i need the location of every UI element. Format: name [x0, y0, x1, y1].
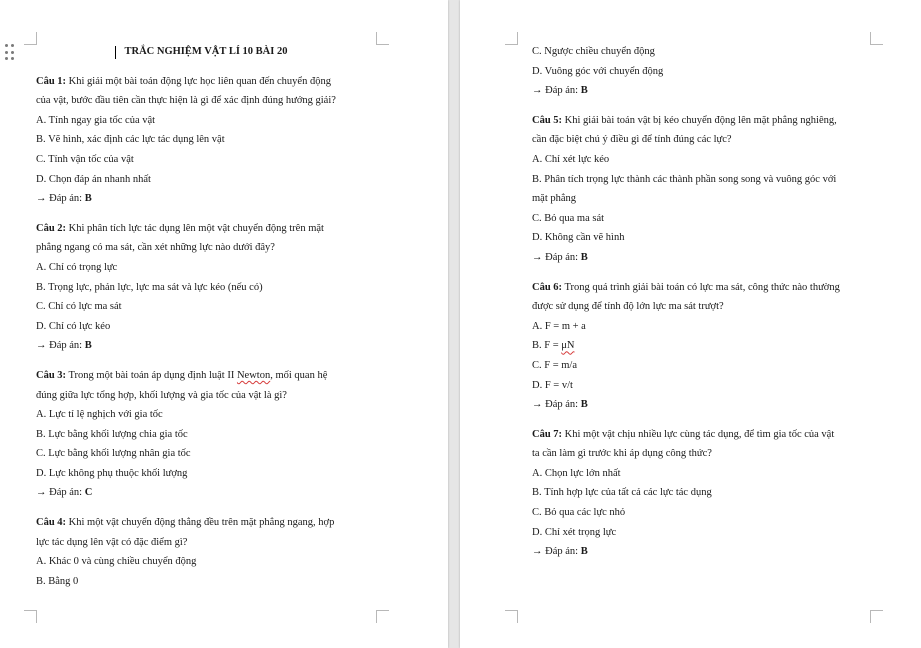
margin-corner-mark [870, 610, 883, 623]
option-c: C. Tính vận tốc của vật [36, 153, 134, 165]
answer-line: → Đáp án: C [36, 487, 93, 499]
question-2-line-1: Câu 2: Khi phân tích lực tác dụng lên một vật chuyển động trên mặt [36, 222, 324, 234]
option-b: B. Trọng lực, phản lực, lực ma sát và lực kéo (nếu có) [36, 281, 263, 293]
option-a: A. F = m + a [532, 320, 586, 332]
spellcheck-word: μN [561, 340, 575, 352]
margin-corner-mark [376, 32, 389, 45]
question-number: Câu 6: [532, 281, 563, 293]
option-d: D. Không cần vẽ hình [532, 232, 625, 244]
option-b: B. F = μN [532, 340, 575, 352]
document-title[interactable]: TRẮC NGHIỆM VẬT LÍ 10 BÀI 20 [36, 42, 376, 62]
option-a: A. Lực tỉ lệ nghịch với gia tốc [36, 409, 163, 421]
answer-line: → Đáp án: B [36, 340, 92, 352]
option-d: D. F = v/t [532, 379, 573, 391]
question-7-line-1: Câu 7: Khi một vật chịu nhiều lực cùng tác dụng, để tìm gia tốc của vật [532, 428, 835, 440]
answer-line: → Đáp án: B [532, 251, 588, 263]
option-b-continued: mặt phẳng [532, 193, 577, 205]
question-1-line-1: Câu 1: Khi giải một bài toán động lực học liên quan đến chuyển động [36, 75, 331, 87]
option-d: D. Vuông góc với chuyển động [532, 65, 664, 77]
margin-corner-mark [505, 32, 518, 45]
answer-line: → Đáp án: B [36, 193, 92, 205]
option-a: A. Tính ngay gia tốc của vật [36, 114, 156, 126]
question-7-line-2: ta cần làm gì trước khi áp dụng công thức? [532, 448, 712, 460]
margin-corner-mark [505, 610, 518, 623]
question-number: Câu 5: [532, 114, 563, 126]
question-number: Câu 4: [36, 517, 67, 529]
option-a: A. Chỉ có trọng lực [36, 261, 118, 273]
option-c: C. Chỉ có lực ma sát [36, 301, 122, 313]
question-1-line-2: của vật, bước đầu tiên cần thực hiện là gì để xác định đúng hướng giải? [36, 95, 336, 107]
option-a: A. Khác 0 và cùng chiều chuyển động [36, 556, 197, 568]
option-b: B. Lực bằng khối lượng chia gia tốc [36, 428, 188, 440]
question-number: Câu 3: [36, 369, 67, 381]
option-c: C. F = m/a [532, 359, 578, 371]
option-b: B. Vẽ hình, xác định các lực tác dụng lên vật [36, 134, 225, 146]
option-d: D. Chỉ có lực kéo [36, 320, 111, 332]
margin-corner-mark [376, 610, 389, 623]
question-3-line-1: Câu 3: Trong một bài toán áp dụng định luật II Newton, mối quan hệ [36, 369, 328, 381]
drag-handle-icon[interactable] [5, 44, 15, 60]
left-page-text[interactable] [36, 42, 376, 591]
answer-line: → Đáp án: B [532, 85, 588, 97]
option-c: C. Bỏ qua ma sát [532, 212, 605, 224]
option-b: B. Bằng 0 [36, 575, 79, 587]
option-d: D. Lực không phụ thuộc khối lượng [36, 467, 188, 479]
option-b: B. Phân tích trọng lực thành các thành phần song song và vuông góc với [532, 173, 837, 185]
option-c: C. Bỏ qua các lực nhỏ [532, 507, 626, 519]
option-d: D. Chỉ xét trọng lực [532, 526, 617, 538]
margin-corner-mark [24, 610, 37, 623]
option-c: C. Ngược chiều chuyển động [532, 46, 655, 57]
question-number: Câu 2: [36, 222, 67, 234]
question-5-line-1: Câu 5: Khi giải bài toán vật bị kéo chuyển động lên mặt phẳng nghiêng, [532, 114, 837, 126]
question-3-line-2: đúng giữa lực tổng hợp, khối lượng và gia tốc của vật là gì? [36, 389, 287, 401]
question-2-line-2: phẳng ngang có ma sát, cần xét những lực nào dưới đây? [36, 242, 275, 254]
text-cursor [115, 46, 116, 59]
option-c: C. Lực bằng khối lượng nhân gia tốc [36, 448, 191, 460]
option-b: B. Tính hợp lực của tất cả các lực tác dụng [532, 487, 712, 499]
question-number: Câu 1: [36, 75, 67, 87]
question-5-line-2: cần đặc biệt chú ý điều gì để tính đúng các lực? [532, 134, 732, 146]
right-page-text[interactable] [532, 42, 878, 572]
question-4-line-1: Câu 4: Khi một vật chuyển động thẳng đều trên mặt phẳng ngang, hợp [36, 517, 335, 529]
question-6-line-1: Câu 6: Trong quá trình giải bài toán có lực ma sát, công thức nào thường [532, 281, 840, 293]
question-number: Câu 7: [532, 428, 563, 440]
option-d: D. Chọn đáp án nhanh nhất [36, 173, 151, 185]
answer-line: → Đáp án: B [532, 399, 588, 411]
option-a: A. Chọn lực lớn nhất [532, 467, 621, 479]
option-a: A. Chỉ xét lực kéo [532, 153, 610, 165]
question-6-line-2: được sử dụng để tính độ lớn lực ma sát trượt? [532, 301, 724, 313]
answer-line: → Đáp án: B [532, 546, 588, 558]
question-4-line-2: lực tác dụng lên vật có đặc điểm gì? [36, 536, 188, 548]
spellcheck-word: Newton [236, 369, 271, 381]
